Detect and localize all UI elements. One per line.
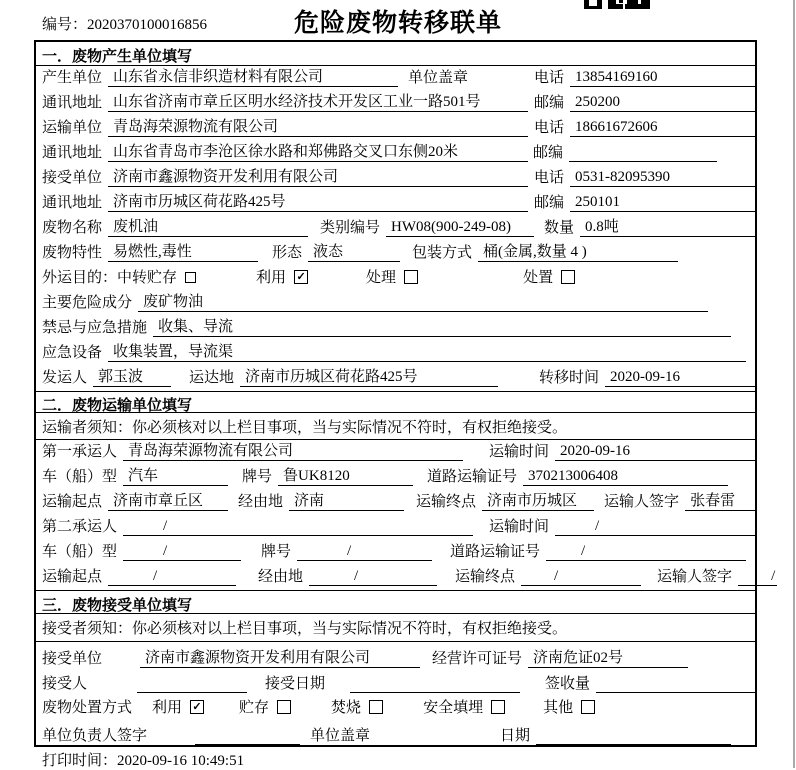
- license-label: 经营许可证号: [432, 651, 523, 667]
- print-time-value: 2020-09-16 10:49:51: [117, 753, 245, 769]
- traits-field: 易燃性,毒性: [108, 240, 258, 262]
- transfer-storage-checkbox: [185, 272, 196, 283]
- acceptor-label: 接受人: [42, 676, 88, 692]
- equipment-label: 应急设备: [42, 345, 103, 361]
- packaging-field: 桶(金属,数量 4 ): [478, 240, 678, 262]
- waste-name-field: 废机油: [108, 215, 308, 237]
- accept-date-label: 接受日期: [265, 676, 326, 692]
- qr-code-fragment: [584, 0, 652, 9]
- contraindication-row: [36, 316, 755, 341]
- phone-label: 电话: [533, 170, 564, 186]
- receiver-row: [36, 166, 755, 191]
- accept-date-field: [350, 692, 520, 693]
- receiver-notice-label: 接受者须知：: [42, 621, 133, 637]
- disposal-storage-checkbox: [277, 700, 291, 714]
- form-field: 液态: [308, 240, 400, 262]
- section3-header: 三．废物接受单位填写: [36, 590, 755, 614]
- via-label: 经由地: [258, 569, 304, 585]
- category-code-field: HW08(900-249-08): [386, 219, 534, 237]
- purpose-treatment-label: 处理: [366, 270, 397, 286]
- disposal-storage-label: 贮存: [239, 700, 270, 716]
- producer-name-field: 山东省永信非织造材料有限公司: [108, 65, 398, 87]
- via1-field: 济南: [289, 489, 404, 511]
- vehicle1-field: 汽车: [123, 464, 228, 486]
- waste-name-label: 废物名称: [42, 220, 103, 236]
- unit-seal-label: 单位盖章: [408, 70, 469, 86]
- zip-label: 邮编: [533, 195, 564, 211]
- signer-label: 运输人签字: [604, 494, 680, 510]
- packaging-label: 包装方式: [412, 245, 473, 261]
- dest1-field: 济南市历城区: [482, 489, 594, 511]
- receiver-label: 接受单位: [42, 170, 103, 186]
- acceptor-row: [36, 672, 755, 697]
- print-time-label: 打印时间：: [42, 753, 118, 769]
- transport-time-label: 运输时间: [488, 444, 549, 460]
- transporter-phone-field: 18661672606: [570, 119, 755, 137]
- transporter-label: 运输单位: [42, 120, 103, 136]
- window-edge-line: [793, 0, 795, 768]
- shipper-field: 郭玉波: [93, 365, 171, 387]
- origin1-field: 济南市章丘区: [108, 489, 228, 511]
- address-label: 通讯地址: [42, 145, 103, 161]
- serial-value: 2020370100016856: [87, 17, 208, 33]
- producer-zip-field: 250200: [570, 94, 755, 112]
- hazard-label: 主要危险成分: [42, 295, 133, 311]
- category-label: 类别编号: [320, 220, 381, 236]
- receiver-notice-text: 你必须核对以上栏目事项，当与实际情况不符时，有权拒绝接受。: [132, 621, 568, 637]
- receiver-name-field: 济南市鑫源物资开发利用有限公司: [108, 165, 528, 187]
- traits-label: 废物特性: [42, 245, 103, 261]
- permit-label: 道路运输证号: [427, 469, 518, 485]
- hazard-field: 废矿物油: [138, 290, 708, 312]
- page-title: 危险废物转移联单: [293, 10, 502, 37]
- carrier2-field: /: [123, 518, 473, 536]
- zip-label: 邮编: [533, 95, 564, 111]
- quantity-label: 数量: [544, 220, 575, 236]
- transport-time2-field: /: [555, 518, 755, 536]
- carrier2-label: 第二承运人: [42, 519, 118, 535]
- via2-field: /: [309, 568, 437, 586]
- producer-phone-field: 13854169160: [570, 69, 755, 87]
- vehicle-label: 车（船）型: [42, 469, 118, 485]
- carrier1-field: 青岛海荣源物流有限公司: [123, 439, 463, 461]
- contraindication-field: 收集、导流: [153, 315, 731, 337]
- transport-time1-field: 2020-09-16: [555, 443, 755, 461]
- disposal-recycle-checkbox: ✓: [190, 700, 204, 714]
- transfer-date-field: 2020-09-16: [605, 369, 755, 387]
- disposal-recycle-label: 利用: [152, 700, 183, 716]
- contraindication-label: 禁忌与应急措施: [42, 320, 148, 336]
- carrier2-row: [36, 515, 755, 540]
- destination-field: 济南市历城区荷花路425号: [240, 365, 498, 387]
- phone-label: 电话: [533, 120, 564, 136]
- purpose-recycle-label: 利用: [256, 270, 287, 286]
- shipper-row: [36, 366, 755, 391]
- transporter-name-field: 青岛海荣源物流有限公司: [108, 115, 528, 137]
- print-time-line: [42, 749, 244, 770]
- transport-time-label: 运输时间: [488, 519, 549, 535]
- disposal-checkbox: [561, 270, 575, 284]
- waste-traits-row: [36, 241, 755, 266]
- permit-label: 道路运输证号: [450, 544, 541, 560]
- shipper-label: 发运人: [42, 370, 88, 386]
- origin-label: 运输起点: [42, 494, 103, 510]
- purpose-label: 外运目的：: [42, 270, 118, 286]
- purpose-transfer-storage-label: 中转贮存: [117, 270, 178, 286]
- dest2-field: /: [521, 568, 641, 586]
- receiver-address-row: [36, 191, 755, 216]
- recycle-checkbox: ✓: [294, 270, 308, 284]
- receiver-address-field: 济南市历城区荷花路425号: [108, 190, 528, 212]
- signer2-field: /: [738, 568, 777, 586]
- dest-label: 运输终点: [455, 569, 516, 585]
- receive-unit-field: 济南市鑫源物资开发利用有限公司: [140, 646, 420, 668]
- transporter-notice-text: 你必须核对以上栏目事项，当与实际情况不符时，有权拒绝接受。: [132, 419, 568, 436]
- quantity-field: 0.8吨: [580, 215, 755, 237]
- received-qty-label: 签收量: [545, 676, 591, 692]
- serial-label: 编号：: [42, 17, 88, 33]
- vehicle2-row: [36, 540, 755, 565]
- via-label: 经由地: [238, 494, 284, 510]
- vehicle2-field: /: [123, 543, 241, 561]
- address-label: 通讯地址: [42, 95, 103, 111]
- purpose-row: [36, 266, 755, 291]
- disposal-other-checkbox: [581, 700, 595, 714]
- receiver-zip-field: 250101: [570, 194, 755, 212]
- permit1-field: 370213006408: [523, 468, 728, 486]
- disposal-other-label: 其他: [543, 700, 574, 716]
- hazard-row: [36, 291, 755, 316]
- vehicle1-row: [36, 465, 755, 490]
- vehicle-label: 车（船）型: [42, 544, 118, 560]
- disposal-method-label: 废物处置方式: [42, 700, 133, 716]
- acceptor-field: [137, 692, 247, 693]
- transfer-date-label: 转移时间: [538, 370, 599, 386]
- treatment-checkbox: [404, 270, 418, 284]
- receiver-phone-field: 0531-82095390: [570, 169, 755, 187]
- responsible-field: [195, 744, 300, 745]
- responsible-label: 单位负责人签字: [42, 728, 148, 744]
- disposal-method-row: [36, 697, 755, 721]
- license-field: 济南危证02号: [528, 646, 688, 668]
- carrier1-label: 第一承运人: [42, 444, 118, 460]
- date-label: 日期: [500, 728, 531, 744]
- origin2-row: [36, 565, 776, 590]
- transporter-zip-field: [569, 161, 717, 162]
- origin-label: 运输起点: [42, 569, 103, 585]
- manifest-form: [34, 40, 776, 747]
- address-label: 通讯地址: [42, 195, 103, 211]
- transporter-address-field: 山东省青岛市李沧区徐水路和郑佛路交叉口东侧20米: [108, 140, 528, 162]
- receive-unit-row: [36, 642, 755, 672]
- transporter-address-row: [36, 141, 755, 166]
- plate-label: 牌号: [261, 544, 292, 560]
- section2-header: 二．废物运输单位填写: [36, 391, 755, 413]
- plate1-field: 鲁UK8120: [278, 464, 413, 486]
- waste-name-row: [36, 216, 755, 241]
- date-field: [536, 744, 731, 745]
- responsible-row: [36, 721, 755, 749]
- disposal-landfill-label: 安全填埋: [423, 700, 484, 716]
- disposal-incinerate-checkbox: [369, 700, 383, 714]
- receive-unit-label: 接受单位: [42, 651, 103, 667]
- transporter-notice-row: [36, 413, 755, 440]
- dest-label: 运输终点: [416, 494, 477, 510]
- received-qty-field: [596, 692, 755, 693]
- destination-label: 运达地: [189, 370, 235, 386]
- receiver-notice-row: [36, 614, 755, 642]
- plate2-field: /: [297, 543, 432, 561]
- producer-label: 产生单位: [42, 70, 103, 86]
- phone-label: 电话: [533, 70, 564, 86]
- equipment-field: 收集装置，导流渠: [108, 340, 746, 362]
- zip-label: 邮编: [532, 145, 563, 161]
- transporter-notice-label: 运输者须知：: [42, 419, 133, 436]
- disposal-landfill-checkbox: [491, 700, 505, 714]
- unit-seal-label: 单位盖章: [310, 728, 371, 744]
- plate-label: 牌号: [242, 469, 273, 485]
- permit2-field: /: [546, 543, 746, 561]
- origin2-field: /: [108, 568, 236, 586]
- equipment-row: [36, 341, 755, 366]
- producer-address-row: [36, 91, 755, 116]
- section1-header: 一．废物产生单位填写: [36, 42, 755, 66]
- carrier1-row: [36, 440, 755, 465]
- producer-row: [36, 66, 755, 91]
- purpose-disposal-label: 处置: [523, 270, 554, 286]
- origin1-row: [36, 490, 755, 515]
- form-label: 形态: [272, 245, 303, 261]
- signer-label: 运输人签字: [657, 569, 733, 585]
- transporter-row: [36, 116, 755, 141]
- signer1-field: 张春雷: [685, 489, 755, 511]
- disposal-incinerate-label: 焚烧: [331, 700, 362, 716]
- producer-address-field: 山东省济南市章丘区明水经济技术开发区工业一路501号: [108, 90, 528, 112]
